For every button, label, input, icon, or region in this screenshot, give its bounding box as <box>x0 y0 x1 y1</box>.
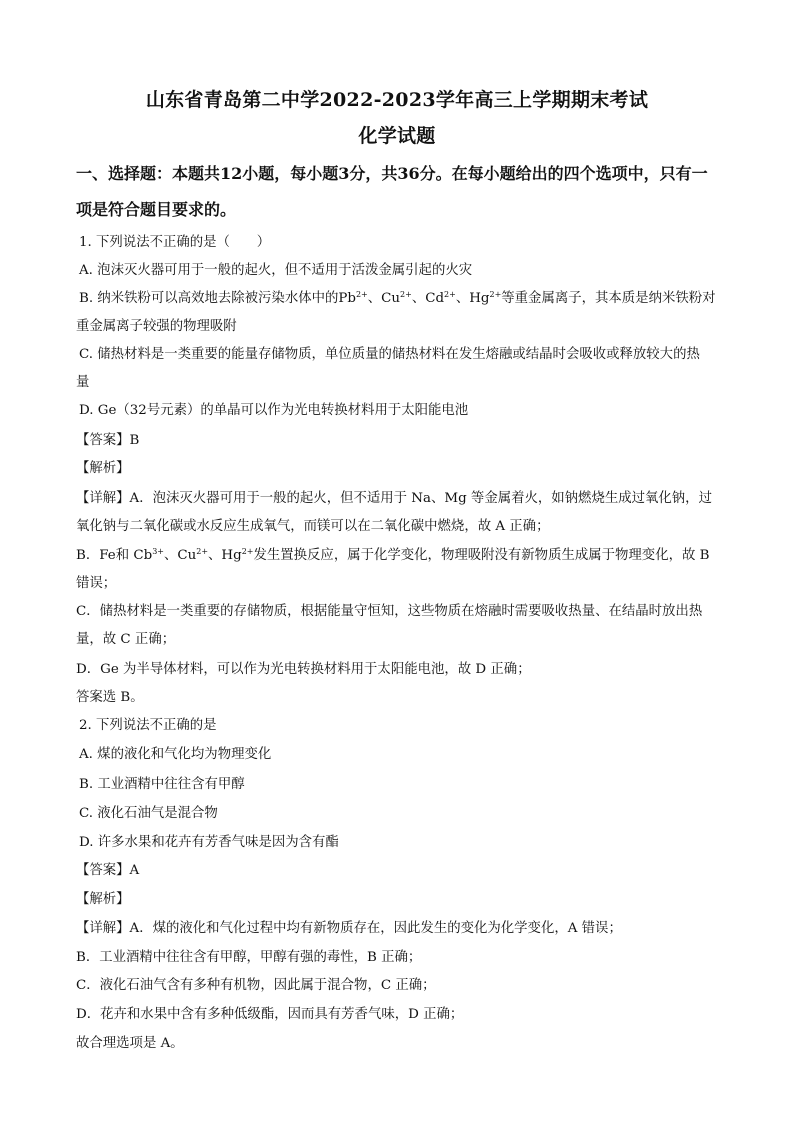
document-title: 山东省青岛第二中学2022-2023学年高三上学期期末考试 <box>145 89 649 111</box>
q2-analysis-label: 【解析】 <box>76 892 130 907</box>
q1-answer: 【答案】B <box>76 433 140 448</box>
q2-detail-a: 【详解】A．煤的液化和气化过程中均有新物质存在，因此发生的变化为化学变化，A 错误； <box>76 921 622 936</box>
cb-charge: 3+ <box>152 547 164 556</box>
section-header-line: 项是符合题目要求的。 <box>76 200 237 219</box>
q1-option-c: C. 储热材料是一类重要的能量存储物质，单位质量的储热材料在发生熔融或结晶时会吸收或释放较大的热 <box>79 347 700 362</box>
q2-detail-c: C．液化石油气含有多种有机物，因此属于混合物，C 正确； <box>76 978 436 993</box>
q1-option-b-text: 等重金属离子，其本质是纳米铁粉对 <box>501 291 716 306</box>
q1-conclusion: 答案选 B。 <box>76 690 144 705</box>
q2-option-c: C. 液化石油气是混合物 <box>79 806 218 821</box>
document-subtitle: 化学试题 <box>358 125 436 147</box>
q2-option-a: A. 煤的液化和气化均为物理变化 <box>79 747 272 762</box>
q1-option-c-cont: 量 <box>76 375 90 390</box>
q1-detail-b-cont: 错误； <box>76 576 117 591</box>
hg-charge: 2+ <box>489 290 502 299</box>
q1-option-b <box>79 290 729 308</box>
q2-stem: 2. 下列说法不正确的是 <box>79 718 217 733</box>
hg-charge: 2+ <box>241 547 254 556</box>
q1-option-b-cont: 重金属离子较强的物理吸附 <box>76 319 237 334</box>
cu-charge: 2+ <box>400 290 412 299</box>
q2-conclusion: 故合理选项是 A。 <box>76 1036 184 1051</box>
q1-detail-b-text: 发生置换反应，属于化学变化，物理吸附没有新物质生成属于物理变化，故 B <box>253 548 710 563</box>
q2-detail-d: D．花卉和水果中含有多种低级酯，因而具有芳香气味，D 正确； <box>76 1007 464 1022</box>
section-header <box>76 156 726 228</box>
section-header-line: 一、选择题：本题共12小题，每小题3分，共36分。在每小题给出的四个选项中，只有一 <box>76 164 708 183</box>
q1-detail-b-text: B．Fe和 Cb <box>76 548 153 563</box>
q1-option-b-text: 、Cd <box>411 291 445 306</box>
cu-charge: 2+ <box>196 547 209 556</box>
q1-option-b-text: 、Cu <box>367 291 401 306</box>
q2-option-b: B. 工业酒精中往往含有甲醇 <box>79 777 245 792</box>
q1-option-d: D. Ge（32号元素）的单晶可以作为光电转换材料用于太阳能电池 <box>79 403 469 418</box>
q1-detail-a: 【详解】A．泡沫灭火器可用于一般的起火，但不适用于 Na、Mg 等金属着火，如钠燃烧生成过氧化钠，过 <box>76 491 712 506</box>
q1-detail-b <box>76 547 726 565</box>
q2-detail-b: B．工业酒精中往往含有甲醇，甲醇有强的毒性，B 正确； <box>76 950 422 965</box>
cd-charge: 2+ <box>444 290 456 299</box>
q1-detail-a-cont: 氧化钠与二氧化碳或水反应生成氧气，而镁可以在二氧化碳中燃烧，故 A 正确； <box>76 519 550 534</box>
q1-detail-b-text: 、Hg <box>208 548 242 563</box>
q2-answer: 【答案】A <box>76 863 140 878</box>
q1-detail-d: D．Ge 为半导体材料，可以作为光电转换材料用于太阳能电池，故 D 正确； <box>76 662 531 677</box>
q1-detail-c-cont: 量，故 C 正确； <box>76 632 176 647</box>
q1-option-a: A. 泡沫灭火器可用于一般的起火，但不适用于活泼金属引起的火灾 <box>79 263 473 278</box>
pb-charge: 2+ <box>355 290 368 299</box>
q1-analysis-label: 【解析】 <box>76 461 130 476</box>
q2-option-d: D. 许多水果和花卉有芳香气味是因为含有酯 <box>79 835 339 850</box>
q1-stem: 1. 下列说法不正确的是（ ） <box>79 235 271 250</box>
q1-option-b-text: 、Hg <box>455 291 490 306</box>
q1-detail-b-text: 、Cu <box>163 548 197 563</box>
q1-detail-c: C．储热材料是一类重要的存储物质，根据能量守恒知，这些物质在熔融时需要吸收热量、在结晶时放出热 <box>76 604 703 619</box>
q1-option-b-text: B. 纳米铁粉可以高效地去除被污染水体中的Pb <box>79 291 356 306</box>
